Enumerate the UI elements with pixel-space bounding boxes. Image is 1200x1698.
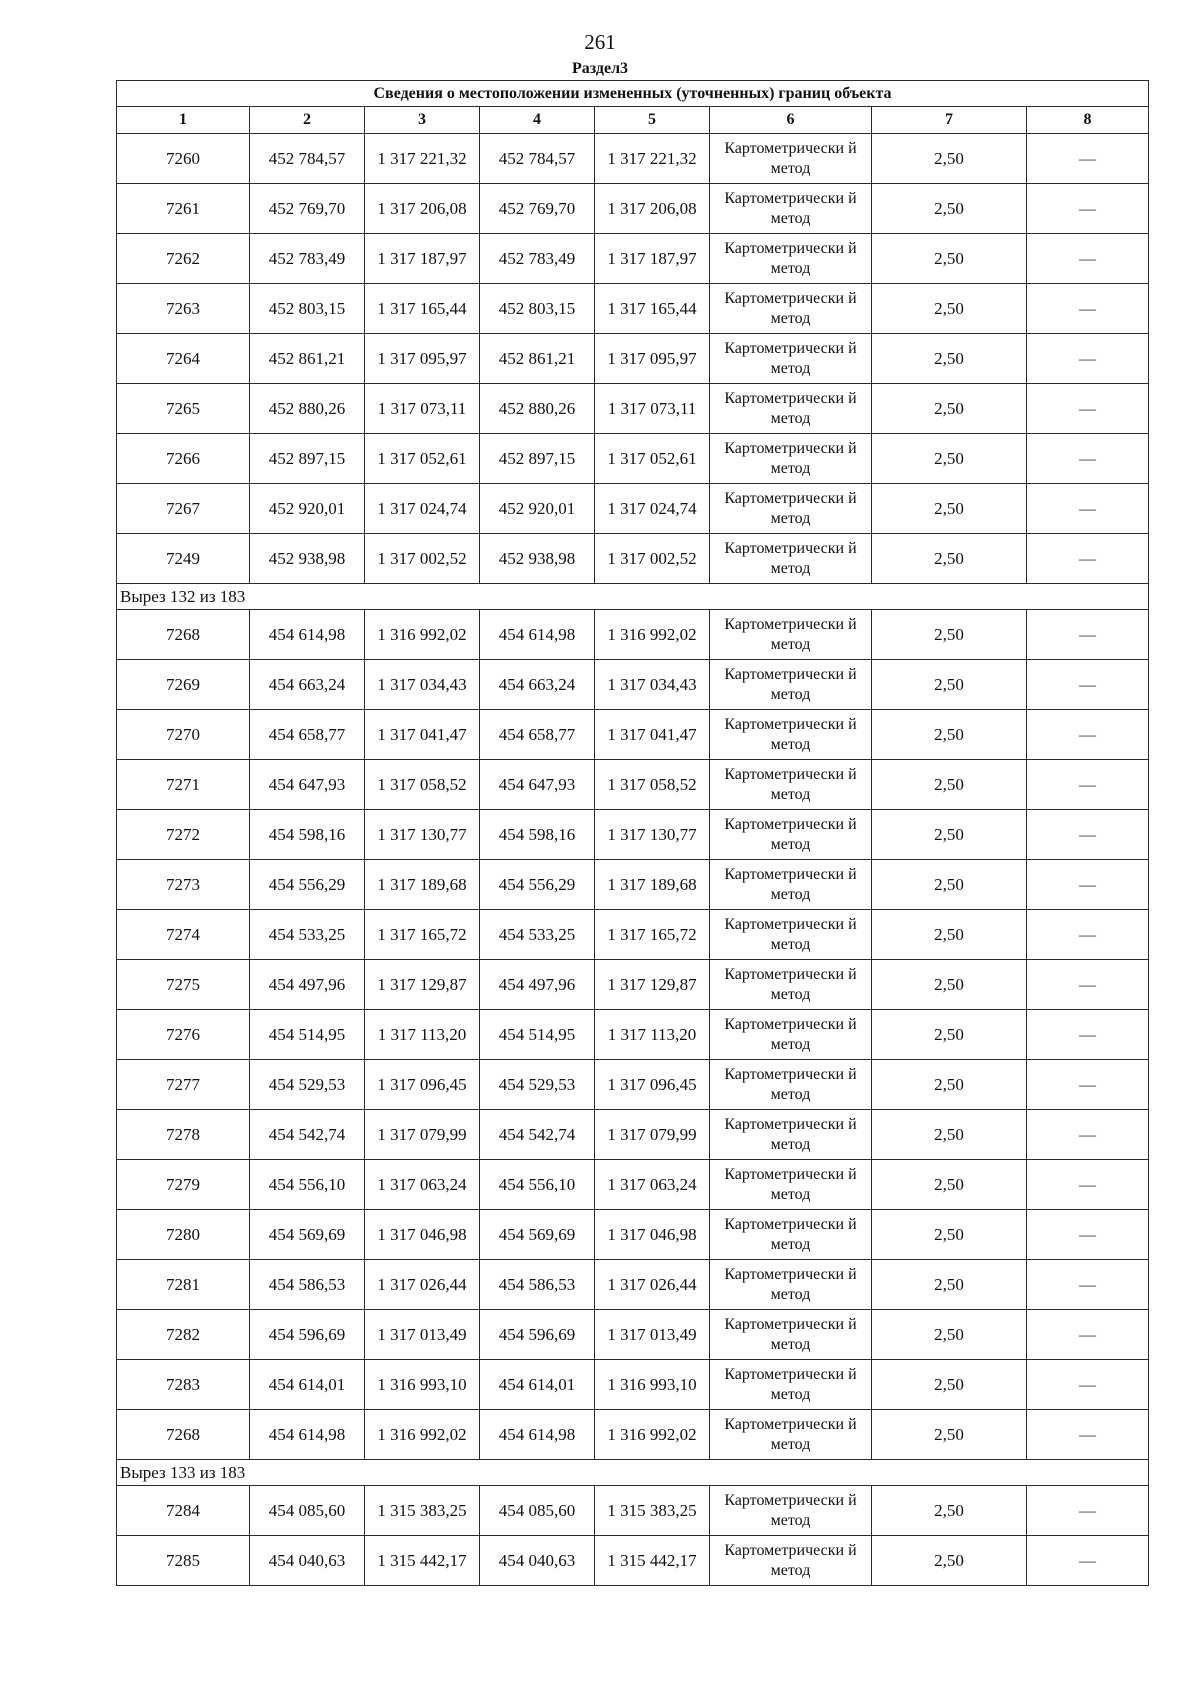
x-refined-cell: 452 803,15	[480, 284, 595, 334]
x-refined-cell: 452 769,70	[480, 184, 595, 234]
method-cell: Картометрически й метод	[710, 434, 872, 484]
method-cell: Картометрически й метод	[710, 1010, 872, 1060]
note-cell: —	[1027, 960, 1149, 1010]
x-existing-cell: 454 085,60	[250, 1486, 365, 1536]
table-row	[117, 1010, 1149, 1060]
method-cell: Картометрически й метод	[710, 134, 872, 184]
x-existing-cell: 454 556,10	[250, 1160, 365, 1210]
point-number-cell: 7249	[117, 534, 250, 584]
y-existing-cell: 1 317 113,20	[365, 1010, 480, 1060]
y-existing-cell: 1 317 079,99	[365, 1110, 480, 1160]
method-cell: Картометрически й метод	[710, 1210, 872, 1260]
x-refined-cell: 452 897,15	[480, 434, 595, 484]
coordinates-table	[116, 80, 1149, 1586]
accuracy-cell: 2,50	[872, 1060, 1027, 1110]
table-row	[117, 1110, 1149, 1160]
column-number: 1	[117, 107, 250, 134]
method-cell: Картометрически й метод	[710, 710, 872, 760]
y-existing-cell: 1 317 041,47	[365, 710, 480, 760]
x-refined-cell: 454 569,69	[480, 1210, 595, 1260]
point-number-cell: 7266	[117, 434, 250, 484]
method-cell: Картометрически й метод	[710, 1536, 872, 1586]
y-refined-cell: 1 317 052,61	[595, 434, 710, 484]
y-existing-cell: 1 317 058,52	[365, 760, 480, 810]
section-title: Раздел3	[571, 60, 629, 77]
method-cell: Картометрически й метод	[710, 234, 872, 284]
x-refined-cell: 454 586,53	[480, 1260, 595, 1310]
y-existing-cell: 1 316 992,02	[365, 1410, 480, 1460]
accuracy-cell: 2,50	[872, 1210, 1027, 1260]
y-refined-cell: 1 316 992,02	[595, 610, 710, 660]
y-refined-cell: 1 317 063,24	[595, 1160, 710, 1210]
method-cell: Картометрически й метод	[710, 1486, 872, 1536]
x-refined-cell: 454 598,16	[480, 810, 595, 860]
x-existing-cell: 452 803,15	[250, 284, 365, 334]
column-number: 5	[595, 107, 710, 134]
accuracy-cell: 2,50	[872, 1160, 1027, 1210]
x-refined-cell: 454 085,60	[480, 1486, 595, 1536]
y-existing-cell: 1 317 189,68	[365, 860, 480, 910]
page-number: 261	[584, 30, 616, 54]
note-cell: —	[1027, 1060, 1149, 1110]
method-cell: Картометрически й метод	[710, 760, 872, 810]
accuracy-cell: 2,50	[872, 610, 1027, 660]
x-existing-cell: 454 614,01	[250, 1360, 365, 1410]
method-cell: Картометрически й метод	[710, 1410, 872, 1460]
table-row	[117, 384, 1149, 434]
note-cell: —	[1027, 910, 1149, 960]
note-cell: —	[1027, 710, 1149, 760]
cutout-label: Вырез 132 из 183	[117, 584, 1149, 610]
y-existing-cell: 1 317 002,52	[365, 534, 480, 584]
y-refined-cell: 1 317 206,08	[595, 184, 710, 234]
y-existing-cell: 1 315 383,25	[365, 1486, 480, 1536]
x-refined-cell: 454 514,95	[480, 1010, 595, 1060]
accuracy-cell: 2,50	[872, 1536, 1027, 1586]
x-existing-cell: 454 556,29	[250, 860, 365, 910]
method-cell: Картометрически й метод	[710, 1110, 872, 1160]
note-cell: —	[1027, 1360, 1149, 1410]
note-cell: —	[1027, 810, 1149, 860]
x-existing-cell: 454 514,95	[250, 1010, 365, 1060]
accuracy-cell: 2,50	[872, 1260, 1027, 1310]
point-number-cell: 7268	[117, 1410, 250, 1460]
y-refined-cell: 1 317 129,87	[595, 960, 710, 1010]
note-cell: —	[1027, 860, 1149, 910]
accuracy-cell: 2,50	[872, 1360, 1027, 1410]
method-cell: Картометрически й метод	[710, 1260, 872, 1310]
x-refined-cell: 454 663,24	[480, 660, 595, 710]
column-number: 4	[480, 107, 595, 134]
point-number-cell: 7275	[117, 960, 250, 1010]
x-refined-cell: 454 556,29	[480, 860, 595, 910]
point-number-cell: 7279	[117, 1160, 250, 1210]
y-refined-cell: 1 317 095,97	[595, 334, 710, 384]
x-refined-cell: 452 784,57	[480, 134, 595, 184]
x-refined-cell: 454 497,96	[480, 960, 595, 1010]
table-body	[117, 134, 1149, 1586]
point-number-cell: 7267	[117, 484, 250, 534]
y-refined-cell: 1 315 442,17	[595, 1536, 710, 1586]
method-cell: Картометрически й метод	[710, 910, 872, 960]
note-cell: —	[1027, 1410, 1149, 1460]
y-existing-cell: 1 317 206,08	[365, 184, 480, 234]
method-cell: Картометрически й метод	[710, 610, 872, 660]
table-row	[117, 910, 1149, 960]
x-existing-cell: 452 897,15	[250, 434, 365, 484]
y-refined-cell: 1 317 026,44	[595, 1260, 710, 1310]
accuracy-cell: 2,50	[872, 334, 1027, 384]
column-number: 3	[365, 107, 480, 134]
x-refined-cell: 452 920,01	[480, 484, 595, 534]
point-number-cell: 7272	[117, 810, 250, 860]
accuracy-cell: 2,50	[872, 484, 1027, 534]
point-number-cell: 7263	[117, 284, 250, 334]
accuracy-cell: 2,50	[872, 384, 1027, 434]
y-existing-cell: 1 316 992,02	[365, 610, 480, 660]
y-refined-cell: 1 315 383,25	[595, 1486, 710, 1536]
y-existing-cell: 1 317 165,72	[365, 910, 480, 960]
note-cell: —	[1027, 384, 1149, 434]
x-refined-cell: 452 880,26	[480, 384, 595, 434]
x-existing-cell: 452 784,57	[250, 134, 365, 184]
note-cell: —	[1027, 234, 1149, 284]
accuracy-cell: 2,50	[872, 1010, 1027, 1060]
x-refined-cell: 454 556,10	[480, 1160, 595, 1210]
note-cell: —	[1027, 1210, 1149, 1260]
y-refined-cell: 1 317 113,20	[595, 1010, 710, 1060]
note-cell: —	[1027, 284, 1149, 334]
x-existing-cell: 452 920,01	[250, 484, 365, 534]
column-number: 7	[872, 107, 1027, 134]
y-existing-cell: 1 317 063,24	[365, 1160, 480, 1210]
method-cell: Картометрически й метод	[710, 284, 872, 334]
accuracy-cell: 2,50	[872, 534, 1027, 584]
point-number-cell: 7280	[117, 1210, 250, 1260]
column-number: 6	[710, 107, 872, 134]
table-row	[117, 534, 1149, 584]
table-row	[117, 1360, 1149, 1410]
method-cell: Картометрически й метод	[710, 1060, 872, 1110]
x-existing-cell: 454 529,53	[250, 1060, 365, 1110]
table-row	[117, 134, 1149, 184]
y-existing-cell: 1 315 442,17	[365, 1536, 480, 1586]
cutout-row	[117, 584, 1149, 610]
table-row	[117, 1486, 1149, 1536]
y-existing-cell: 1 317 052,61	[365, 434, 480, 484]
method-cell: Картометрически й метод	[710, 1360, 872, 1410]
table-row	[117, 710, 1149, 760]
x-existing-cell: 454 614,98	[250, 1410, 365, 1460]
accuracy-cell: 2,50	[872, 860, 1027, 910]
accuracy-cell: 2,50	[872, 1410, 1027, 1460]
x-existing-cell: 452 783,49	[250, 234, 365, 284]
x-refined-cell: 454 614,98	[480, 610, 595, 660]
table-row	[117, 334, 1149, 384]
point-number-cell: 7264	[117, 334, 250, 384]
x-existing-cell: 454 569,69	[250, 1210, 365, 1260]
y-refined-cell: 1 317 189,68	[595, 860, 710, 910]
table-row	[117, 660, 1149, 710]
y-refined-cell: 1 317 013,49	[595, 1310, 710, 1360]
note-cell: —	[1027, 534, 1149, 584]
note-cell: —	[1027, 1160, 1149, 1210]
accuracy-cell: 2,50	[872, 1310, 1027, 1360]
y-refined-cell: 1 317 187,97	[595, 234, 710, 284]
table-caption: Сведения о местоположении измененных (уточненных) границ объекта	[117, 81, 1149, 107]
y-refined-cell: 1 317 130,77	[595, 810, 710, 860]
column-number-row	[117, 107, 1149, 134]
accuracy-cell: 2,50	[872, 960, 1027, 1010]
x-existing-cell: 452 861,21	[250, 334, 365, 384]
note-cell: —	[1027, 184, 1149, 234]
table-row	[117, 1410, 1149, 1460]
point-number-cell: 7270	[117, 710, 250, 760]
note-cell: —	[1027, 134, 1149, 184]
point-number-cell: 7261	[117, 184, 250, 234]
point-number-cell: 7284	[117, 1486, 250, 1536]
table-row	[117, 610, 1149, 660]
method-cell: Картометрически й метод	[710, 384, 872, 434]
table-row	[117, 1536, 1149, 1586]
y-refined-cell: 1 317 024,74	[595, 484, 710, 534]
y-existing-cell: 1 317 073,11	[365, 384, 480, 434]
x-existing-cell: 454 614,98	[250, 610, 365, 660]
note-cell: —	[1027, 1536, 1149, 1586]
point-number-cell: 7273	[117, 860, 250, 910]
y-refined-cell: 1 317 221,32	[595, 134, 710, 184]
y-refined-cell: 1 317 165,72	[595, 910, 710, 960]
point-number-cell: 7271	[117, 760, 250, 810]
y-existing-cell: 1 317 129,87	[365, 960, 480, 1010]
point-number-cell: 7269	[117, 660, 250, 710]
y-existing-cell: 1 317 013,49	[365, 1310, 480, 1360]
y-existing-cell: 1 317 095,97	[365, 334, 480, 384]
y-existing-cell: 1 317 130,77	[365, 810, 480, 860]
point-number-cell: 7277	[117, 1060, 250, 1110]
y-existing-cell: 1 317 096,45	[365, 1060, 480, 1110]
y-refined-cell: 1 317 073,11	[595, 384, 710, 434]
point-number-cell: 7262	[117, 234, 250, 284]
method-cell: Картометрически й метод	[710, 1310, 872, 1360]
note-cell: —	[1027, 660, 1149, 710]
point-number-cell: 7265	[117, 384, 250, 434]
accuracy-cell: 2,50	[872, 660, 1027, 710]
accuracy-cell: 2,50	[872, 760, 1027, 810]
x-refined-cell: 454 647,93	[480, 760, 595, 810]
accuracy-cell: 2,50	[872, 434, 1027, 484]
x-existing-cell: 454 040,63	[250, 1536, 365, 1586]
y-existing-cell: 1 317 034,43	[365, 660, 480, 710]
table-row	[117, 760, 1149, 810]
method-cell: Картометрически й метод	[710, 1160, 872, 1210]
x-refined-cell: 454 596,69	[480, 1310, 595, 1360]
accuracy-cell: 2,50	[872, 284, 1027, 334]
cutout-label: Вырез 133 из 183	[117, 1460, 1149, 1486]
x-existing-cell: 454 533,25	[250, 910, 365, 960]
x-refined-cell: 452 861,21	[480, 334, 595, 384]
table-row	[117, 284, 1149, 334]
point-number-cell: 7278	[117, 1110, 250, 1160]
x-existing-cell: 454 647,93	[250, 760, 365, 810]
y-refined-cell: 1 317 079,99	[595, 1110, 710, 1160]
note-cell: —	[1027, 1110, 1149, 1160]
column-number: 2	[250, 107, 365, 134]
y-existing-cell: 1 317 046,98	[365, 1210, 480, 1260]
accuracy-cell: 2,50	[872, 1110, 1027, 1160]
table-row	[117, 484, 1149, 534]
method-cell: Картометрически й метод	[710, 484, 872, 534]
column-number: 8	[1027, 107, 1149, 134]
x-refined-cell: 452 938,98	[480, 534, 595, 584]
point-number-cell: 7274	[117, 910, 250, 960]
x-existing-cell: 454 497,96	[250, 960, 365, 1010]
y-refined-cell: 1 317 096,45	[595, 1060, 710, 1110]
accuracy-cell: 2,50	[872, 184, 1027, 234]
table-row	[117, 1060, 1149, 1110]
cutout-row	[117, 1460, 1149, 1486]
note-cell: —	[1027, 1260, 1149, 1310]
x-existing-cell: 452 880,26	[250, 384, 365, 434]
method-cell: Картометрически й метод	[710, 960, 872, 1010]
x-existing-cell: 454 596,69	[250, 1310, 365, 1360]
x-refined-cell: 454 529,53	[480, 1060, 595, 1110]
note-cell: —	[1027, 1310, 1149, 1360]
table-row	[117, 434, 1149, 484]
x-existing-cell: 454 598,16	[250, 810, 365, 860]
note-cell: —	[1027, 334, 1149, 384]
x-refined-cell: 454 614,01	[480, 1360, 595, 1410]
y-refined-cell: 1 317 034,43	[595, 660, 710, 710]
x-existing-cell: 454 542,74	[250, 1110, 365, 1160]
y-refined-cell: 1 317 041,47	[595, 710, 710, 760]
x-existing-cell: 452 769,70	[250, 184, 365, 234]
method-cell: Картометрически й метод	[710, 334, 872, 384]
note-cell: —	[1027, 434, 1149, 484]
point-number-cell: 7268	[117, 610, 250, 660]
note-cell: —	[1027, 1486, 1149, 1536]
y-existing-cell: 1 317 026,44	[365, 1260, 480, 1310]
point-number-cell: 7281	[117, 1260, 250, 1310]
y-existing-cell: 1 317 024,74	[365, 484, 480, 534]
x-existing-cell: 452 938,98	[250, 534, 365, 584]
table-row	[117, 1260, 1149, 1310]
y-refined-cell: 1 317 002,52	[595, 534, 710, 584]
method-cell: Картометрически й метод	[710, 810, 872, 860]
table-row	[117, 234, 1149, 284]
x-refined-cell: 454 658,77	[480, 710, 595, 760]
point-number-cell: 7283	[117, 1360, 250, 1410]
point-number-cell: 7276	[117, 1010, 250, 1060]
accuracy-cell: 2,50	[872, 910, 1027, 960]
x-refined-cell: 454 533,25	[480, 910, 595, 960]
method-cell: Картометрически й метод	[710, 184, 872, 234]
method-cell: Картометрически й метод	[710, 534, 872, 584]
method-cell: Картометрически й метод	[710, 660, 872, 710]
y-refined-cell: 1 316 992,02	[595, 1410, 710, 1460]
y-refined-cell: 1 317 046,98	[595, 1210, 710, 1260]
y-existing-cell: 1 317 187,97	[365, 234, 480, 284]
note-cell: —	[1027, 610, 1149, 660]
x-refined-cell: 454 542,74	[480, 1110, 595, 1160]
note-cell: —	[1027, 1010, 1149, 1060]
note-cell: —	[1027, 760, 1149, 810]
y-existing-cell: 1 316 993,10	[365, 1360, 480, 1410]
y-refined-cell: 1 316 993,10	[595, 1360, 710, 1410]
table-row	[117, 1160, 1149, 1210]
x-refined-cell: 454 040,63	[480, 1536, 595, 1586]
table-row	[117, 860, 1149, 910]
table-row	[117, 1210, 1149, 1260]
point-number-cell: 7260	[117, 134, 250, 184]
table-row	[117, 810, 1149, 860]
accuracy-cell: 2,50	[872, 1486, 1027, 1536]
y-existing-cell: 1 317 165,44	[365, 284, 480, 334]
accuracy-cell: 2,50	[872, 134, 1027, 184]
point-number-cell: 7282	[117, 1310, 250, 1360]
method-cell: Картометрически й метод	[710, 860, 872, 910]
y-refined-cell: 1 317 165,44	[595, 284, 710, 334]
y-refined-cell: 1 317 058,52	[595, 760, 710, 810]
x-existing-cell: 454 663,24	[250, 660, 365, 710]
table-row	[117, 960, 1149, 1010]
x-existing-cell: 454 658,77	[250, 710, 365, 760]
note-cell: —	[1027, 484, 1149, 534]
table-row	[117, 184, 1149, 234]
accuracy-cell: 2,50	[872, 710, 1027, 760]
x-refined-cell: 454 614,98	[480, 1410, 595, 1460]
table-row	[117, 1310, 1149, 1360]
accuracy-cell: 2,50	[872, 810, 1027, 860]
y-existing-cell: 1 317 221,32	[365, 134, 480, 184]
x-refined-cell: 452 783,49	[480, 234, 595, 284]
x-existing-cell: 454 586,53	[250, 1260, 365, 1310]
accuracy-cell: 2,50	[872, 234, 1027, 284]
point-number-cell: 7285	[117, 1536, 250, 1586]
